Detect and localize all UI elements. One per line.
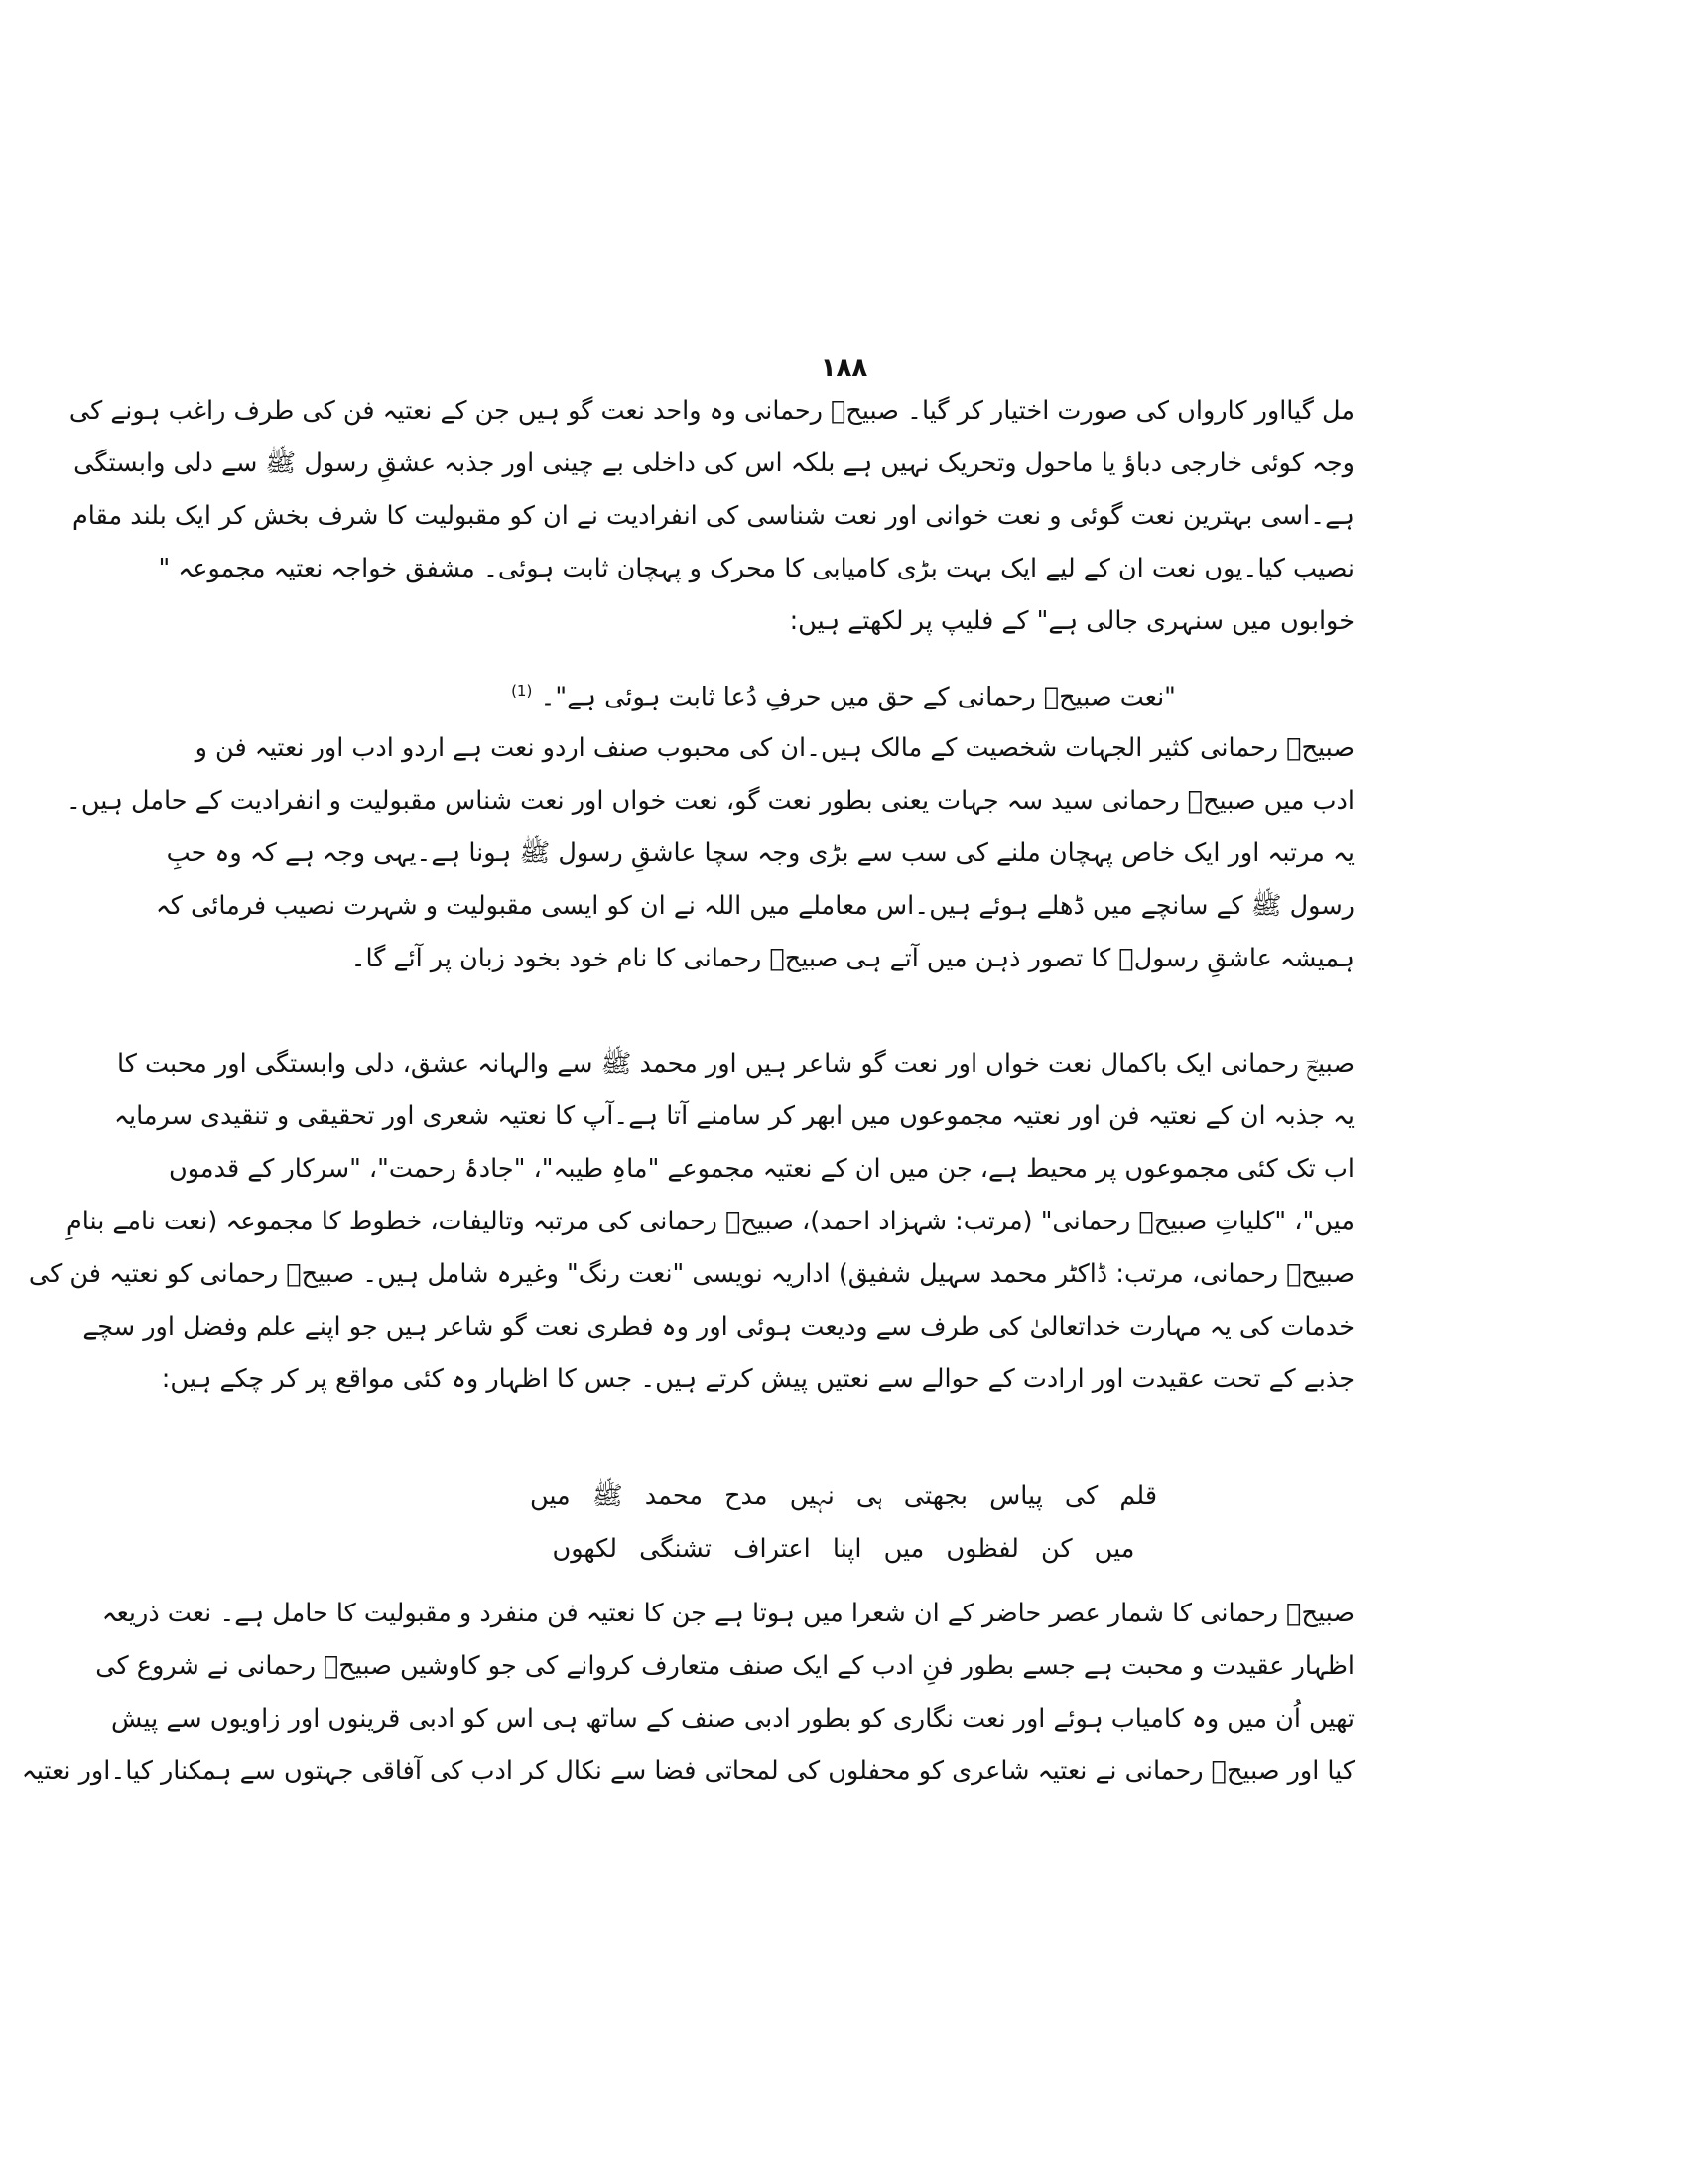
paragraph-3 xyxy=(28,1038,1355,1406)
paragraph-line: مل گیااور کارواں کی صورت اختیار کر گیا۔ صبیحؔ رحمانی وہ واحد نعت گو ہیں جن کے نعتیہ فن کی طرف راغب ہونے کی xyxy=(68,396,1355,426)
paragraph-line: خوابوں میں سنہری جالی ہے" کے فلیپ پر لکھتے ہیں: xyxy=(789,606,1355,636)
paragraph-4 xyxy=(21,1588,1355,1798)
paragraph-line: نصیب کیا۔یوں نعت ان کے لیے ایک بہت بڑی کامیابی کا محرک و پہچان ثابت ہوئی۔ مشفق خواجہ نعتیہ مجموعہ " xyxy=(158,554,1355,583)
paragraph-1 xyxy=(68,385,1355,648)
paragraph-line: ادب میں صبیحؔ رحمانی سید سہ جہات یعنی بطور نعت گو، نعت خواں اور نعت شناس مقبولیت و انفرادیت کے حامل ہیں۔ xyxy=(65,786,1355,816)
paragraph-line: صبیحؔ رحمانی کثیر الجہات شخصیت کے مالک ہیں۔ان کی محبوب صنف اردو نعت ہے اردو ادب اور نعتیہ فن و xyxy=(195,733,1355,763)
couplet-line-1: قلم کی پیاس بجھتی ہی نہیں مدح محمد ﷺ میں xyxy=(529,1481,1158,1511)
paragraph-line: وجہ کوئی خارجی دباؤ یا ماحول وتحریک نہیں ہے بلکہ اس کی داخلی بے چینی اور جذبہ عشقِ رسول ﷺ سے دلی وابستگی xyxy=(73,449,1355,478)
paragraph-line: کیا اور صبیحؔ رحمانی نے نعتیہ شاعری کو محفلوں کی لمحاتی فضا سے نکال کر ادب کی آفاقی جہتوں سے ہمکنار کیا۔اور نعتیہ xyxy=(21,1756,1355,1786)
paragraph-line: تھیں اُن میں وہ کامیاب ہوئے اور نعت نگاری کو بطور ادبی صنف کے ساتھ ہی اس کو ادبی قرینوں اور زاویوں سے پیش xyxy=(110,1704,1355,1734)
paragraph-line: ہمیشہ عاشقِ رسولؐ کا تصور ذہن میں آتے ہی صبیحؔ رحمانی کا نام خود بخود زبان پر آئے گا۔ xyxy=(350,944,1355,973)
couplet-line-2: میں کن لفظوں میں اپنا اعتراف تشنگی لکھوں xyxy=(552,1534,1135,1564)
paragraph-line: صبیحؔ رحمانی ایک باکمال نعت خواں اور نعت گو شاعر ہیں اور محمد ﷺ سے والہانہ عشق، دلی وابستگی اور محبت کا xyxy=(116,1049,1355,1079)
paragraph-line: ہے۔اسی بہترین نعت گوئی و نعت خوانی اور نعت شناسی کی انفرادیت نے ان کو مقبولیت کا شرف بخش کر ایک بلند مقام xyxy=(71,501,1355,531)
paragraph-line: اب تک کئی مجموعوں پر محیط ہے، جن میں ان کے نعتیہ مجموعے "ماہِ طیبہ"، "جادۂ رحمت"، "سرکار کے قدموں xyxy=(169,1154,1355,1184)
paragraph-line: خدمات کی یہ مہارت خداتعالیٰ کی طرف سے ودیعت ہوئی اور وہ فطری نعت گو شاعر ہیں جو اپنے علم وفضل اور سچے xyxy=(82,1312,1355,1342)
block-quote xyxy=(332,665,1355,724)
paragraph-line: یہ جذبہ ان کے نعتیہ فن اور نعتیہ مجموعوں میں ابھر کر سامنے آتا ہے۔آپ کا نعتیہ شعری اور تحقیقی و تنقیدی سرمایہ xyxy=(114,1101,1355,1131)
paragraph-line: جذبے کے تحت عقیدت اور ارادت کے حوالے سے نعتیں پیش کرتے ہیں۔ جس کا اظہار وہ کئی مواقع پر کر چکے ہیں: xyxy=(161,1364,1355,1394)
paragraph-line: یہ مرتبہ اور ایک خاص پہچان ملنے کی سب سے بڑی وجہ سچا عاشقِ رسول ﷺ ہونا ہے۔یہی وجہ ہے کہ وہ حبِ xyxy=(166,838,1355,868)
paragraph-line: میں"، "کلیاتِ صبیحؔ رحمانی" (مرتب: شہزاد احمد)، صبیحؔ رحمانی کی مرتبہ وتالیفات، خطوط کا مجموعہ (نعت نامے بنامِ xyxy=(65,1207,1355,1236)
paragraph-line: اظہار عقیدت و محبت ہے جسے بطور فنِ ادب کے ایک صنف متعارف کروانے کی جو کاوشیں صبیحؔ رحمانی نے شروع کی xyxy=(95,1651,1355,1681)
page-number: ۱۸۸ xyxy=(820,353,868,383)
paragraph-2 xyxy=(65,722,1355,985)
paragraph-line: صبیحؔ رحمانی کا شمار عصر حاضر کے ان شعرا میں ہوتا ہے جن کا نعتیہ فن منفرد و مقبولیت کا حامل ہے۔ نعت ذریعہ xyxy=(101,1599,1355,1628)
paragraph-line: رسول ﷺ کے سانچے میں ڈھلے ہوئے ہیں۔اس معاملے میں اللہ نے ان کو ایسی مقبولیت و شہرت نصیب فرمائی کہ xyxy=(155,891,1355,921)
footnote-reference: (1) xyxy=(511,682,533,700)
paragraph-line: صبیحؔ رحمانی، مرتب: ڈاکٹر محمد سہیل شفیق) اداریہ نویسی "نعت رنگ" وغیرہ شامل ہیں۔ صبیحؔ رحمانی کو نعتیہ فن کی xyxy=(28,1259,1355,1289)
quote-text: "نعت صبیحؔ رحمانی کے حق میں حرفِ دُعا ثابت ہوئی ہے"۔ xyxy=(540,682,1176,712)
